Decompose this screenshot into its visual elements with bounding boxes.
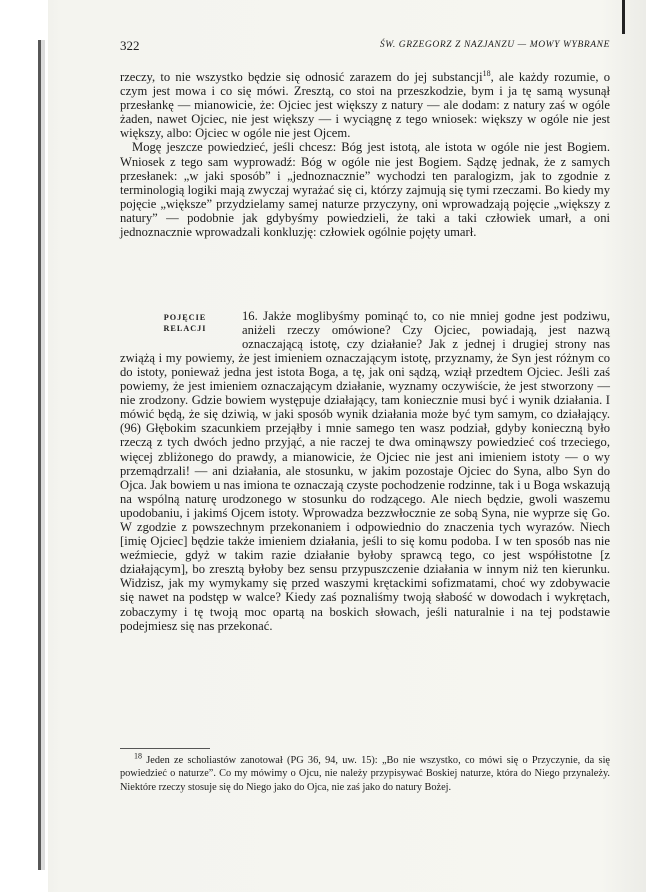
paragraph-1-text: rzeczy, to nie wszystko będzie się odnosić zarazem do jej substancji [120,70,483,84]
page-header [120,38,610,56]
margin-note-line-2: RELACJI [163,324,207,333]
paragraph-1 [120,70,610,140]
footnote-number: 18 [134,751,142,761]
binding-shadow-soft [41,40,45,870]
main-text [120,70,610,239]
footnotes [120,751,610,794]
margin-note-line-1: POJĘCIE [163,313,207,322]
page-number: 322 [120,38,140,53]
section-16 [120,296,610,645]
scan-mark [622,0,625,34]
running-head: ŚW. GRZEGORZ Z NAZJANZU — MOWY WYBRANE [379,40,610,50]
footnote-divider [120,748,210,749]
footnote-18 [120,751,610,794]
footnote-ref: 18 [482,68,491,78]
margin-note-space [120,296,242,338]
section-16-text: 16. Jakże moglibyśmy pominąć to, co nie mniej godne jest podziwu, aniżeli rzeczy omówione? Czy Ojciec, powiadają, jest nazwą oznaczającą istotę, czy działanie? Jak z jednej i drugiej strony nas zwiążą i my powiemy, że jest imieniem oznaczającym istotę, przyznamy, że Syn jest różnym co do istoty, ponieważ jedna jest istota Boga, a tę, jak oni sądzą, wziął przedtem Ojciec. Jeśli zaś powiemy, że jest imieniem oznaczającym działanie, wyznamy oczywiście, że jest stworzony — nie zrodzony. Gdzie bowiem występuje działający, tam koniecznie musi być i wynik działania. I mówić będą, że się dziwią, w jaki sposób wynik działania może być tym samym, co działający. (96) Głębokim szacunkiem przejąłby i mnie samego ten wasz podział, gdyby konieczną było rzeczą z tych dwóch jedno przyjąć, a nie raczej te dwa ominąwszy powiedzieć coś trzeciego, więcej zbliżonego do prawdy, a mianowicie, że Ojciec nie jest ani imieniem istoty — o wy przemądrzali! — ani działania, ale stosunku, w jakim pozostaje Ojciec do Syna, albo Syn do Ojca. Jak bowiem u nas imiona te oznaczają czyste pochodzenie rodzinne, tak i u Boga wskazują na wspólną naturę urodzonego w stosunku do rodzącego. Ale niech będzie, gwoli waszemu upodobaniu, i jakimś Ojcem istoty. Wprowadza bezzwłocznie ze sobą Syna, nie wyprze się Go. W zgodzie z powszechnym przekonaniem i odpowiednio do znaczenia tych wyrazów. Niech [imię Ojciec] będzie także imieniem działania, jeśli to się komu podoba. I w ten sposób nas nie weźmiecie, gdyż w takim razie działanie byłoby sprawcą tego, co jest współistotne [z działającym], bo zresztą byłoby bez sensu przypuszczenie działania w innym niż ten kierunku. Widzisz, jak my wymykamy się przed waszymi krętackimi sofizmatami, choć wy zdobywacie się nawet na podstęp w walce? Kiedy zaś poznaliśmy twoją słabość w dowodach i wykrętach, zobaczymy i tę twoją moc opartą na boskich słowach, jeśli naturalnie i na tej podstawie podejmiesz się nas przekonać. [120,308,610,633]
footnote-text: Jeden ze scholiastów zanotował (PG 36, 94, uw. 15): „Bo nie wszystko, co mówi się o Przyczynie, da się powiedzieć o naturze”. Co my mówimy o Ojcu, nie należy przypisywać Boskiej naturze, która do Niego przynależy. Niektóre rzeczy stosuje się do Niego jako do Ojca, nie zaś jako do natury Bożej. [120,755,610,793]
paragraph-1-text-rest: , ale każdy rozumie, o czym jest mowa i co się mówi. Zresztą, co stoi na przeszkodzie, bym i ja tę samą wysunął przesłankę — mianowicie, że: Ojciec jest większy z natury — ale dodam: z natury zaś w ogóle żaden, nawet Ojciec, nie jest większy — i wyciągnę z tego wniosek: większy w ogóle nie jest większy, albo: Ojciec w ogóle nie jest Ojcem. [120,70,610,141]
paragraph-2: Mogę jeszcze powiedzieć, jeśli chcesz: Bóg jest istotą, ale istota w ogóle nie jest Bogiem. Wniosek z tego sam wyprowadź: Bóg w ogóle nie jest Bogiem. Sądzę jednak, że z samych przesłanek: „w jaki sposób” i „jednoznacznie” wychodzi ten paralogizm, jak to zgodnie z terminologią logiki mają zwyczaj wyrażać się ci, którzy zajmują się tymi rzeczami. Bo kiedy my pojęcie „większe” przydzielamy samej naturze przyczyny, oni wprowadzają pojęcie „większy z natury” — podobnie jak gdybyśmy powiedzieli, że taki a taki człowiek umarł, a oni jednoznacznie wprowadzali konkluzję: człowiek ogólnie pojęty umarł. [120,140,610,240]
